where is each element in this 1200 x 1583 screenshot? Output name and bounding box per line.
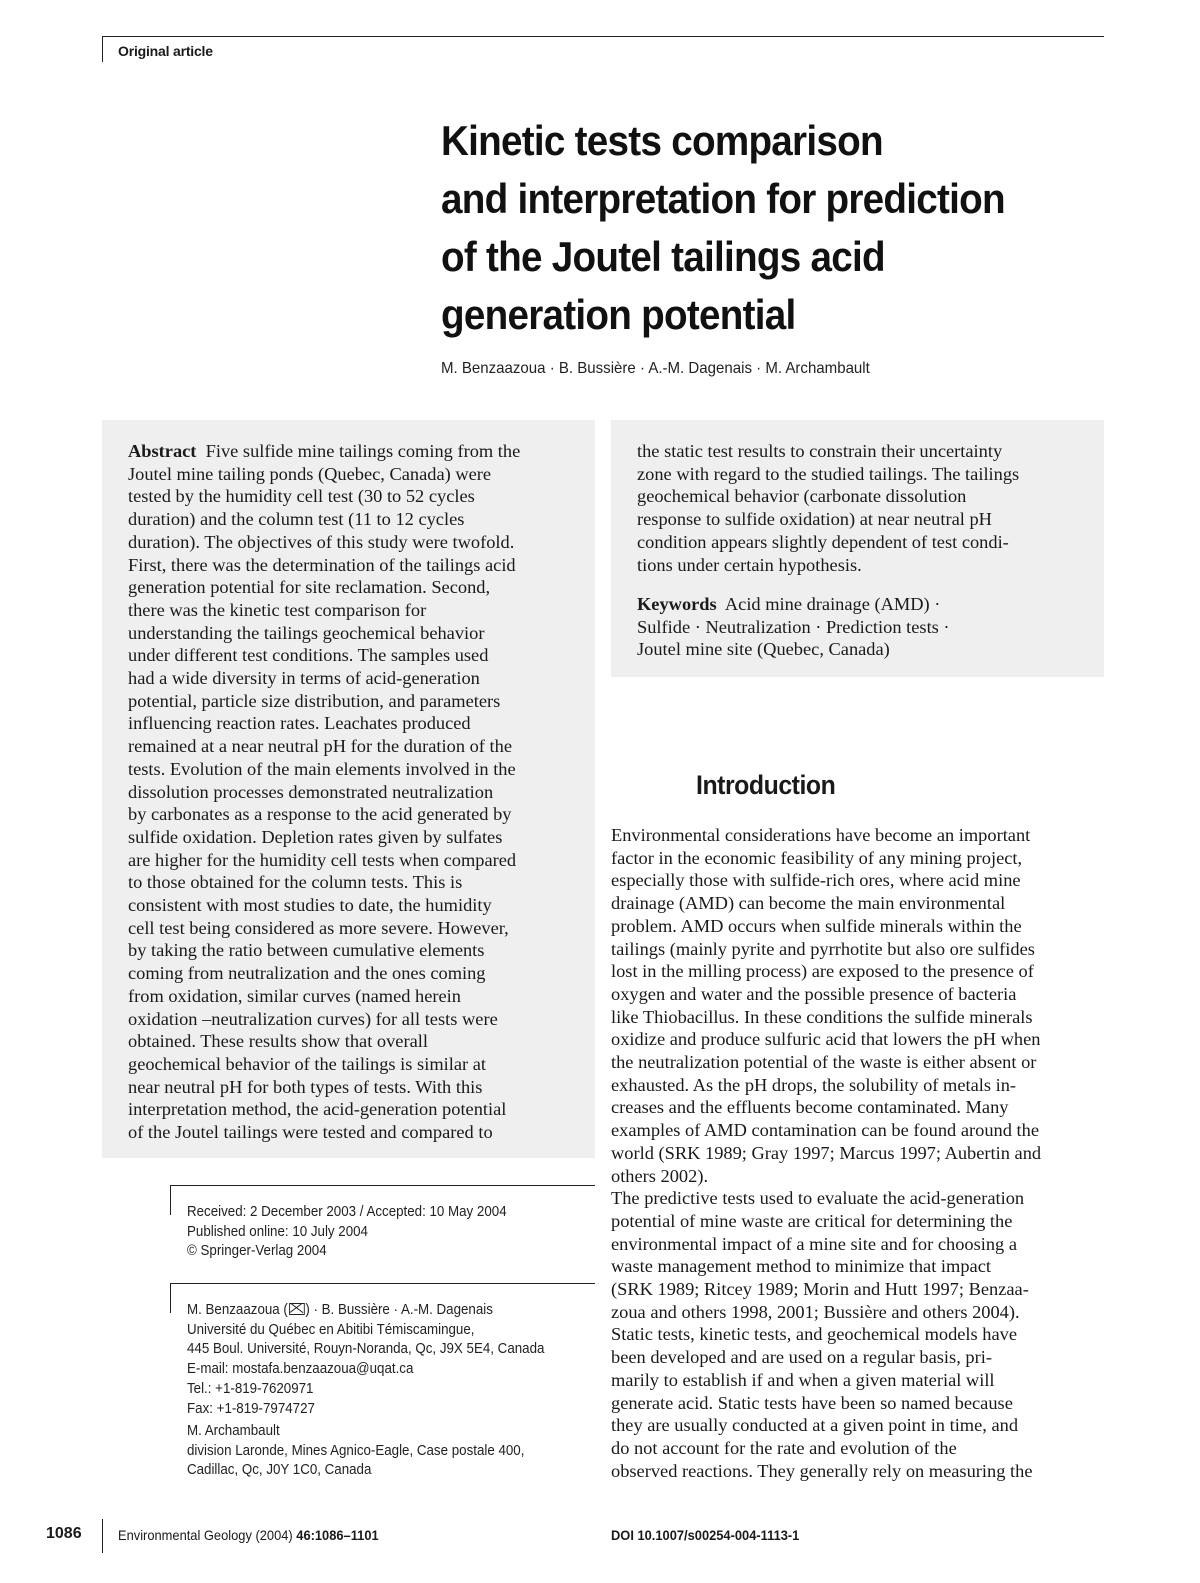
intro-line: world (SRK 1989; Gray 1997; Marcus 1997; Aubertin and <box>611 1142 1042 1163</box>
intro-line: zoua and others 1998, 2001; Bussière and others 2004). <box>611 1301 1020 1322</box>
abstract-line: the static test results to constrain their uncertainty <box>637 441 1003 461</box>
abstract-line: influencing reaction rates. Leachates produced <box>128 713 471 734</box>
abstract-line: consistent with most studies to date, the humidity <box>128 895 492 916</box>
journal-citation <box>118 1527 379 1543</box>
keywords-first-line: Acid mine drainage (AMD) · <box>724 594 941 614</box>
abstract-line: from oxidation, similar curves (named herein <box>128 985 461 1006</box>
abstract-line: tions under certain hypothesis. <box>637 554 862 575</box>
fax-line: Fax: +1-819-7974727 <box>187 1400 315 1417</box>
second-affiliation <box>187 1422 524 1481</box>
intro-line: do not account for the rate and evolution of the <box>611 1437 957 1458</box>
abstract-line: are higher for the humidity cell tests when compared <box>128 849 517 870</box>
intro-line: exhausted. As the pH drops, the solubility of metals in- <box>611 1074 1017 1095</box>
received-accepted: Received: 2 December 2003 / Accepted: 10 May 2004 <box>187 1204 507 1220</box>
abstract-line: sulfide oxidation. Depletion rates given by sulfates <box>128 826 503 847</box>
journal-volume: 46:1086–1101 <box>296 1527 379 1543</box>
intro-line: especially those with sulfide-rich ores, where acid mine <box>611 870 1021 891</box>
abstract-line: oxidation –neutralization curves) for all tests were <box>128 1008 498 1029</box>
abstract-line: zone with regard to the studied tailings. The tailings <box>637 463 1020 484</box>
title-line: of the Joutel tailings acid <box>441 233 885 280</box>
intro-line: marily to establish if and when a given material will <box>611 1369 995 1390</box>
abstract-left-column <box>128 440 520 1144</box>
abstract-line: dissolution processes demonstrated neutralization <box>128 781 494 802</box>
abstract-line: duration) and the column test (11 to 12 cycles <box>128 509 465 530</box>
abstract-line: obtained. These results show that overall <box>128 1031 428 1052</box>
intro-line: drainage (AMD) can become the main environmental <box>611 893 1006 914</box>
affiliation-line: M. Archambault <box>187 1423 280 1439</box>
intro-line: The predictive tests used to evaluate the acid-generation <box>611 1188 1025 1209</box>
abstract-line: geochemical behavior (carbonate dissolution <box>637 486 967 507</box>
affiliation-bracket-rule <box>170 1283 595 1284</box>
intro-line: been developed and are used on a regular basis, pri- <box>611 1347 992 1368</box>
email-line: E-mail: mostafa.benzaazoua@uqat.ca <box>187 1361 414 1378</box>
intro-line: the neutralization potential of the waste is either absent or <box>611 1052 1037 1073</box>
intro-line: examples of AMD contamination can be found around the <box>611 1120 1039 1141</box>
authors-prefix: M. Benzaazoua ( <box>187 1302 288 1318</box>
footer-rule <box>102 1519 103 1553</box>
copyright: © Springer-Verlag 2004 <box>187 1243 327 1260</box>
dates-bracket-vertical <box>170 1185 171 1215</box>
tel-line: Tel.: +1-819-7620971 <box>187 1380 314 1397</box>
abstract-line: condition appears slightly dependent of test condi- <box>637 531 1009 552</box>
abstract-label: Abstract <box>128 441 197 461</box>
title-line: generation potential <box>441 291 796 338</box>
publication-dates <box>187 1203 507 1262</box>
intro-line: (SRK 1989; Ritcey 1989; Morin and Hutt 1997; Benzaa- <box>611 1279 1029 1300</box>
abstract-line: tests. Evolution of the main elements involved in the <box>128 758 516 779</box>
abstract-first-line: Five sulfide mine tailings coming from the <box>205 441 521 461</box>
keywords-line <box>637 593 950 616</box>
intro-line: generate acid. Static tests have been so named because <box>611 1392 1013 1413</box>
author-affiliation <box>187 1301 544 1419</box>
affiliation-line: division Laronde, Mines Agnico-Eagle, Case postale 400, <box>187 1442 525 1459</box>
keywords-block <box>637 593 950 661</box>
affiliation-line: Cadillac, Qc, J0Y 1C0, Canada <box>187 1462 372 1479</box>
intro-line: oxidize and produce sulfuric acid that lowers the pH when <box>611 1029 1041 1050</box>
abstract-line: to those obtained for the column tests. This is <box>128 872 463 893</box>
abstract-line: by carbonates as a response to the acid generated by <box>128 804 512 825</box>
header-rule-vertical <box>102 36 103 62</box>
abstract-line <box>128 440 520 463</box>
intro-line: they are usually conducted at a given point in time, and <box>611 1415 1019 1436</box>
abstract-line: duration). The objectives of this study were twofold. <box>128 531 515 552</box>
article-title <box>441 112 1048 344</box>
author-list: M. Benzaazoua · B. Bussière · A.-M. Dagenais · M. Archambault <box>441 360 870 377</box>
dates-bracket-rule <box>170 1185 595 1186</box>
published-online: Published online: 10 July 2004 <box>187 1223 368 1240</box>
intro-line: observed reactions. They generally rely on measuring the <box>611 1460 1033 1481</box>
article-type-label: Original article <box>118 43 213 59</box>
corresponding-authors <box>187 1301 544 1321</box>
intro-line: Static tests, kinetic tests, and geochemical models have <box>611 1324 1018 1345</box>
abstract-line: potential, particle size distribution, and parameters <box>128 690 501 711</box>
affiliation-bracket-vertical <box>170 1283 171 1313</box>
intro-line: waste management method to minimize that impact <box>611 1256 991 1277</box>
abstract-line: response to sulfide oxidation) at near neutral pH <box>637 509 992 530</box>
title-line: Kinetic tests comparison <box>441 117 883 164</box>
affiliation-line: Université du Québec en Abitibi Témiscamingue, <box>187 1321 475 1338</box>
abstract-line: remained at a near neutral pH for the duration of the <box>128 736 512 757</box>
intro-line: potential of mine waste are critical for determining the <box>611 1210 1013 1231</box>
intro-line: lost in the milling process) are exposed to the presence of <box>611 961 1034 982</box>
abstract-line: Joutel mine tailing ponds (Quebec, Canada) were <box>128 463 492 484</box>
abstract-line: geochemical behavior of the tailings is similar at <box>128 1053 486 1074</box>
intro-line: creases and the effluents become contaminated. Many <box>611 1097 1009 1118</box>
intro-line: Environmental considerations have become an important <box>611 825 1031 845</box>
abstract-line: tested by the humidity cell test (30 to 52 cycles <box>128 486 475 507</box>
intro-line: like Thiobacillus. In these conditions the sulfide minerals <box>611 1006 1033 1027</box>
abstract-line: understanding the tailings geochemical behavior <box>128 622 485 643</box>
abstract-line: under different test conditions. The samples used <box>128 645 489 666</box>
abstract-line: had a wide diversity in terms of acid-generation <box>128 668 480 689</box>
intro-line: problem. AMD occurs when sulfide minerals within the <box>611 915 1022 936</box>
introduction-body <box>611 824 1041 1482</box>
intro-line: factor in the economic feasibility of any mining project, <box>611 847 1023 868</box>
doi: DOI 10.1007/s00254-004-1113-1 <box>611 1527 800 1543</box>
abstract-line: near neutral pH for both types of tests. With this <box>128 1076 483 1097</box>
abstract-line: coming from neutralization and the ones coming <box>128 963 486 984</box>
header-rule-horizontal <box>102 36 1104 37</box>
journal-name: Environmental Geology (2004) <box>118 1527 297 1543</box>
intro-line: tailings (mainly pyrite and pyrrhotite but also ore sulfides <box>611 938 1035 959</box>
title-line: and interpretation for prediction <box>441 175 1005 222</box>
intro-line: others 2002). <box>611 1165 709 1186</box>
introduction-heading: Introduction <box>696 770 836 800</box>
authors-suffix: ) · B. Bussière · A.-M. Dagenais <box>305 1302 493 1318</box>
abstract-line: of the Joutel tailings were tested and compared to <box>128 1122 493 1143</box>
keywords-line: Joutel mine site (Quebec, Canada) <box>637 639 890 660</box>
affiliation-line: 445 Boul. Université, Rouyn-Noranda, Qc, J9X 5E4, Canada <box>187 1341 545 1358</box>
keywords-label: Keywords <box>637 594 717 614</box>
abstract-line: First, there was the determination of the tailings acid <box>128 554 516 575</box>
abstract-right-column <box>637 440 1019 576</box>
intro-line: oxygen and water and the possible presence of bacteria <box>611 983 1017 1004</box>
abstract-line: there was the kinetic test comparison for <box>128 599 427 620</box>
abstract-line: cell test being considered as more severe. However, <box>128 917 509 938</box>
abstract-line: generation potential for site reclamation. Second, <box>128 577 491 598</box>
abstract-line: interpretation method, the acid-generation potential <box>128 1099 507 1120</box>
abstract-line: by taking the ratio between cumulative elements <box>128 940 485 961</box>
intro-line: environmental impact of a mine site and for choosing a <box>611 1233 1018 1254</box>
envelope-icon <box>289 1303 305 1315</box>
page-number: 1086 <box>46 1525 82 1542</box>
keywords-line: Sulfide · Neutralization · Prediction tests · <box>637 616 950 637</box>
